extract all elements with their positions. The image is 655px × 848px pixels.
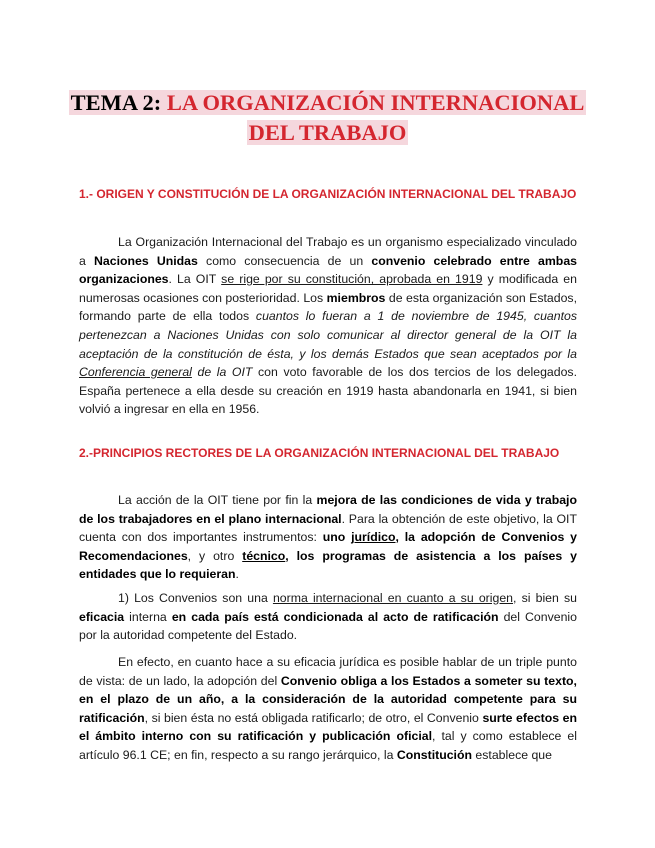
title-highlight: [69, 90, 587, 115]
text-run: como consecuencia de un: [197, 253, 372, 268]
underlined-run: Conferencia general: [79, 365, 192, 380]
title-prefix: TEMA 2:: [70, 90, 167, 115]
text-run: En efecto, en cuanto hace a su eficacia jurídica es posible hablar de un triple punto de vista: de un lado, la adopción del: [79, 655, 577, 688]
italic-run: [79, 365, 192, 379]
italic-run: de la OIT: [191, 365, 253, 380]
text-run: . Para la obtención de este objetivo, la OIT cuenta con dos importantes instrumentos:: [79, 511, 577, 545]
bold-run: mejora de las condiciones de vida y trabajo de los trabajadores en el plano internacional: [79, 493, 577, 526]
title-main-continued: DEL TRABAJO: [248, 120, 407, 145]
text-run: , tal y como establece el artículo 96.1 CE; en fin, respecto a su rango jerárquico, la: [79, 729, 577, 762]
text-run: 1) Los Convenios son una: [118, 591, 273, 605]
bold-run: miembros: [326, 290, 386, 305]
text-run: , si bien ésta no está obligada ratificarlo; de otro, el Convenio: [144, 710, 483, 725]
text-run: del Convenio por la autoridad competente del Estado.: [79, 609, 578, 643]
bold-run: Constitución: [396, 747, 472, 762]
text-run: La Organización Internacional del Trabajo es un organismo especializado vinculado a: [79, 235, 577, 268]
bold-run: , la adopción de Convenios y Recomendaciones: [79, 530, 577, 563]
bold-run: [351, 530, 395, 544]
underlined-run: jurídico: [351, 530, 396, 545]
text-run: con voto favorable de los dos tercios de los delegados.: [252, 365, 577, 380]
bold-run: surte efectos en el ámbito interno con su ratificación y publicación oficial: [79, 710, 577, 744]
underlined-run: técnico: [242, 548, 286, 563]
document-title-line-2: [0, 118, 655, 148]
section-2-paragraph-2: [79, 589, 577, 645]
bold-run: convenio celebrado entre ambas organizaciones: [79, 253, 577, 287]
text-run: y modificada en numerosas ocasiones con posterioridad. Los: [79, 272, 577, 305]
bold-run: [242, 549, 285, 563]
bold-run: Naciones Unidas: [94, 253, 198, 268]
text-run: , y otro: [187, 548, 243, 563]
text-run: , si bien su: [513, 591, 577, 605]
underlined-run: se rige por su constitución, aprobada en 1919: [221, 272, 483, 287]
text-run: La acción de la OIT tiene por fin la: [118, 493, 317, 507]
section-1-heading: 1.- ORIGEN Y CONSTITUCIÓN DE LA ORGANIZACIÓN INTERNACIONAL DEL TRABAJO: [79, 187, 577, 201]
title-main: LA ORGANIZACIÓN INTERNACIONAL: [166, 90, 585, 115]
text-run: interna: [124, 609, 172, 624]
section-1-paragraph: [79, 233, 577, 419]
section-2-paragraph-1: [79, 491, 577, 584]
text-run: de esta organización son Estados, formando parte de ella todos: [79, 290, 577, 324]
text-run: establece que: [472, 747, 552, 762]
italic-run: cuantos lo fueran a 1 de noviembre de 1945, cuantos pertenezcan a Naciones Unidas con solo comunicar al director general de la OIT la aceptación de la constitución de ésta, y los demás Estados que sean aceptados por la: [79, 309, 577, 361]
text-run: . La OIT: [168, 272, 222, 287]
section-2-paragraph-3: [79, 653, 577, 765]
text-run: España pertenece a ella desde su creación en 1919 hasta abandonarla en 1941, si bien volvió a ingresar en ella en 1956.: [79, 383, 577, 417]
text-run: .: [235, 567, 239, 582]
bold-run: en cada país está condicionada al acto de ratificación: [171, 609, 499, 624]
bold-run: Convenio obliga a los Estados a someter su texto, en el plazo de un año, a la consideración de la autoridad competente para su ratificación: [79, 673, 577, 725]
bold-run: uno: [322, 530, 352, 545]
document-title-line-1: [0, 88, 655, 118]
bold-run: eficacia: [79, 609, 125, 624]
underlined-run: norma internacional en cuanto a su origen: [272, 591, 514, 605]
section-2-heading: 2.-PRINCIPIOS RECTORES DE LA ORGANIZACIÓN INTERNACIONAL DEL TRABAJO: [79, 446, 560, 460]
bold-run: , los programas de asistencia a los países y entidades que lo requieran: [79, 548, 577, 582]
